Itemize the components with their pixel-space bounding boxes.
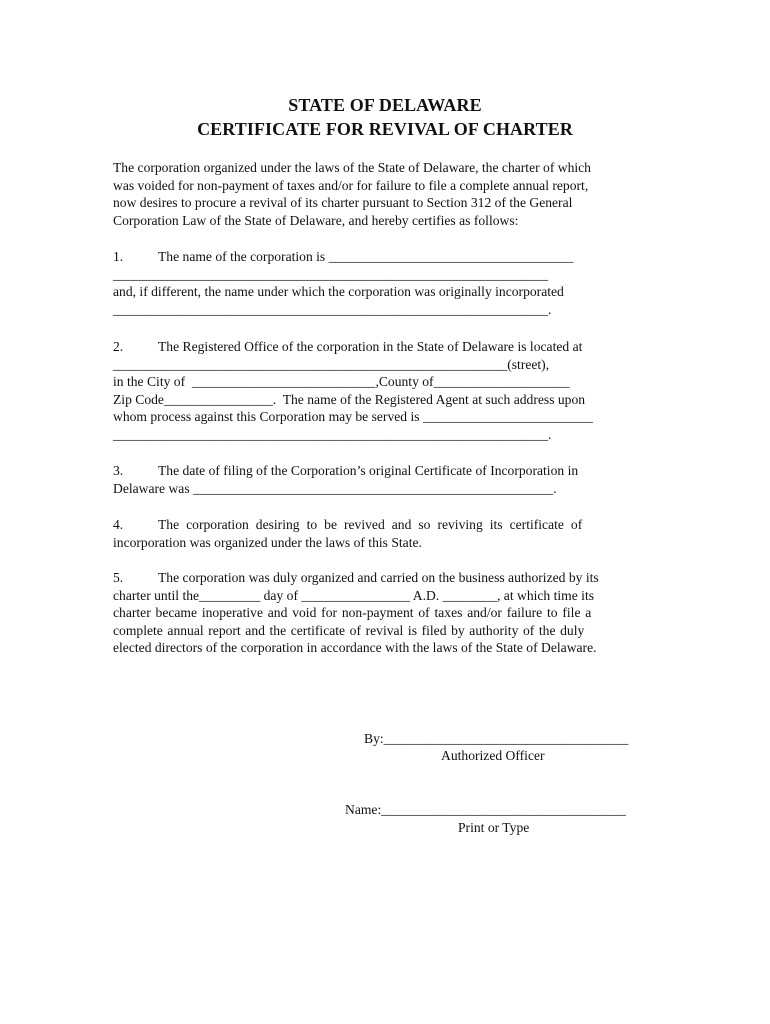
- item-4-line-2: incorporation was organized under the laws of this State.: [113, 534, 422, 550]
- item-5-ad: A.D.: [410, 587, 443, 603]
- item-5-at-which-time: , at which time its: [497, 587, 595, 603]
- intro-paragraph: [113, 159, 658, 229]
- item-1-number: 1.: [113, 249, 124, 264]
- original-name-field[interactable]: ________________________________________________________________.: [113, 301, 552, 317]
- authorized-officer-signature-field[interactable]: ____________________________________: [383, 731, 629, 746]
- item-4-number: 4.: [113, 517, 124, 532]
- city-label: in the City of: [113, 374, 186, 390]
- item-5-line-5: elected directors of the corporation in accordance with the laws of the State of Delaware.: [113, 640, 597, 656]
- item-5-line-4: complete annual report and the certificate of revival is filed by authority of the duly: [113, 622, 585, 638]
- printed-name-field[interactable]: ____________________________________: [381, 802, 626, 817]
- item-5-line-3: charter became inoperative and void for non-payment of taxes and/or failure to file a: [113, 605, 592, 621]
- item-1-original-name-text: and, if different, the name under which the corporation was originally incorporated: [113, 284, 564, 300]
- item-4: [113, 516, 658, 551]
- item-2-text: The Registered Office of the corporation in the State of Delaware is located at: [158, 339, 583, 354]
- corporation-name-field[interactable]: ____________________________________: [328, 249, 574, 264]
- item-5-number: 5.: [113, 570, 124, 585]
- zip-label: Zip Code: [113, 391, 164, 407]
- document-title-state: STATE OF DELAWARE: [288, 95, 482, 115]
- name-signature-line: [345, 802, 626, 818]
- intro-line-2: was voided for non-payment of taxes and/or for failure to file a complete annual report,: [113, 177, 589, 193]
- county-field[interactable]: ____________________: [433, 374, 570, 390]
- zip-field[interactable]: ________________.: [163, 391, 277, 407]
- by-label: By:: [364, 731, 384, 746]
- item-2-number: 2.: [113, 339, 124, 354]
- day-field[interactable]: _________: [199, 587, 261, 603]
- item-3: [113, 462, 658, 497]
- city-field[interactable]: ___________________________: [191, 374, 376, 390]
- item-5-charter-until: charter until the: [113, 587, 200, 603]
- intro-line-1: The corporation organized under the laws of the State of Delaware, the charter of which: [113, 160, 591, 175]
- item-3-number: 3.: [113, 463, 124, 478]
- authorized-officer-caption: Authorized Officer: [441, 748, 545, 763]
- item-5-day-of: day of: [260, 587, 302, 603]
- item-1-text: The name of the corporation is: [158, 249, 326, 264]
- year-field[interactable]: ________: [442, 587, 497, 603]
- intro-line-4: Corporation Law of the State of Delaware, and hereby certifies as follows:: [113, 212, 519, 228]
- item-5: [113, 569, 658, 657]
- corporation-name-field-line-2[interactable]: ________________________________________________________________: [113, 266, 548, 282]
- registered-agent-field[interactable]: _________________________: [422, 409, 593, 425]
- process-text: whom process against this Corporation may be served is: [113, 409, 420, 425]
- registered-agent-field-line-2[interactable]: ________________________________________________________________.: [113, 426, 552, 442]
- print-or-type-caption: Print or Type: [458, 820, 530, 835]
- item-3-text: The date of filing of the Corporation’s original Certificate of Incorporation in: [158, 463, 579, 478]
- by-signature-line: [364, 731, 628, 747]
- county-label: ,County of: [375, 374, 434, 390]
- item-3-delaware-text: Delaware was: [113, 480, 190, 496]
- month-field[interactable]: ________________: [301, 587, 411, 603]
- incorporation-date-field[interactable]: _____________________________________________________.: [193, 480, 557, 496]
- item-2: [113, 338, 658, 444]
- item-5-line-1: The corporation was duly organized and carried on the business authorized by its: [158, 570, 599, 585]
- street-field[interactable]: __________________________________________________________(street),: [113, 356, 550, 372]
- registered-agent-text: The name of the Registered Agent at such address upon: [282, 391, 586, 407]
- document-title-certificate: CERTIFICATE FOR REVIVAL OF CHARTER: [197, 119, 573, 139]
- name-label: Name:: [345, 802, 382, 817]
- item-4-line-1: The corporation desiring to be revived and so reviving its certificate of: [158, 517, 583, 532]
- intro-line-3: now desires to procure a revival of its charter pursuant to Section 312 of the General: [113, 195, 573, 211]
- item-1: [113, 248, 658, 318]
